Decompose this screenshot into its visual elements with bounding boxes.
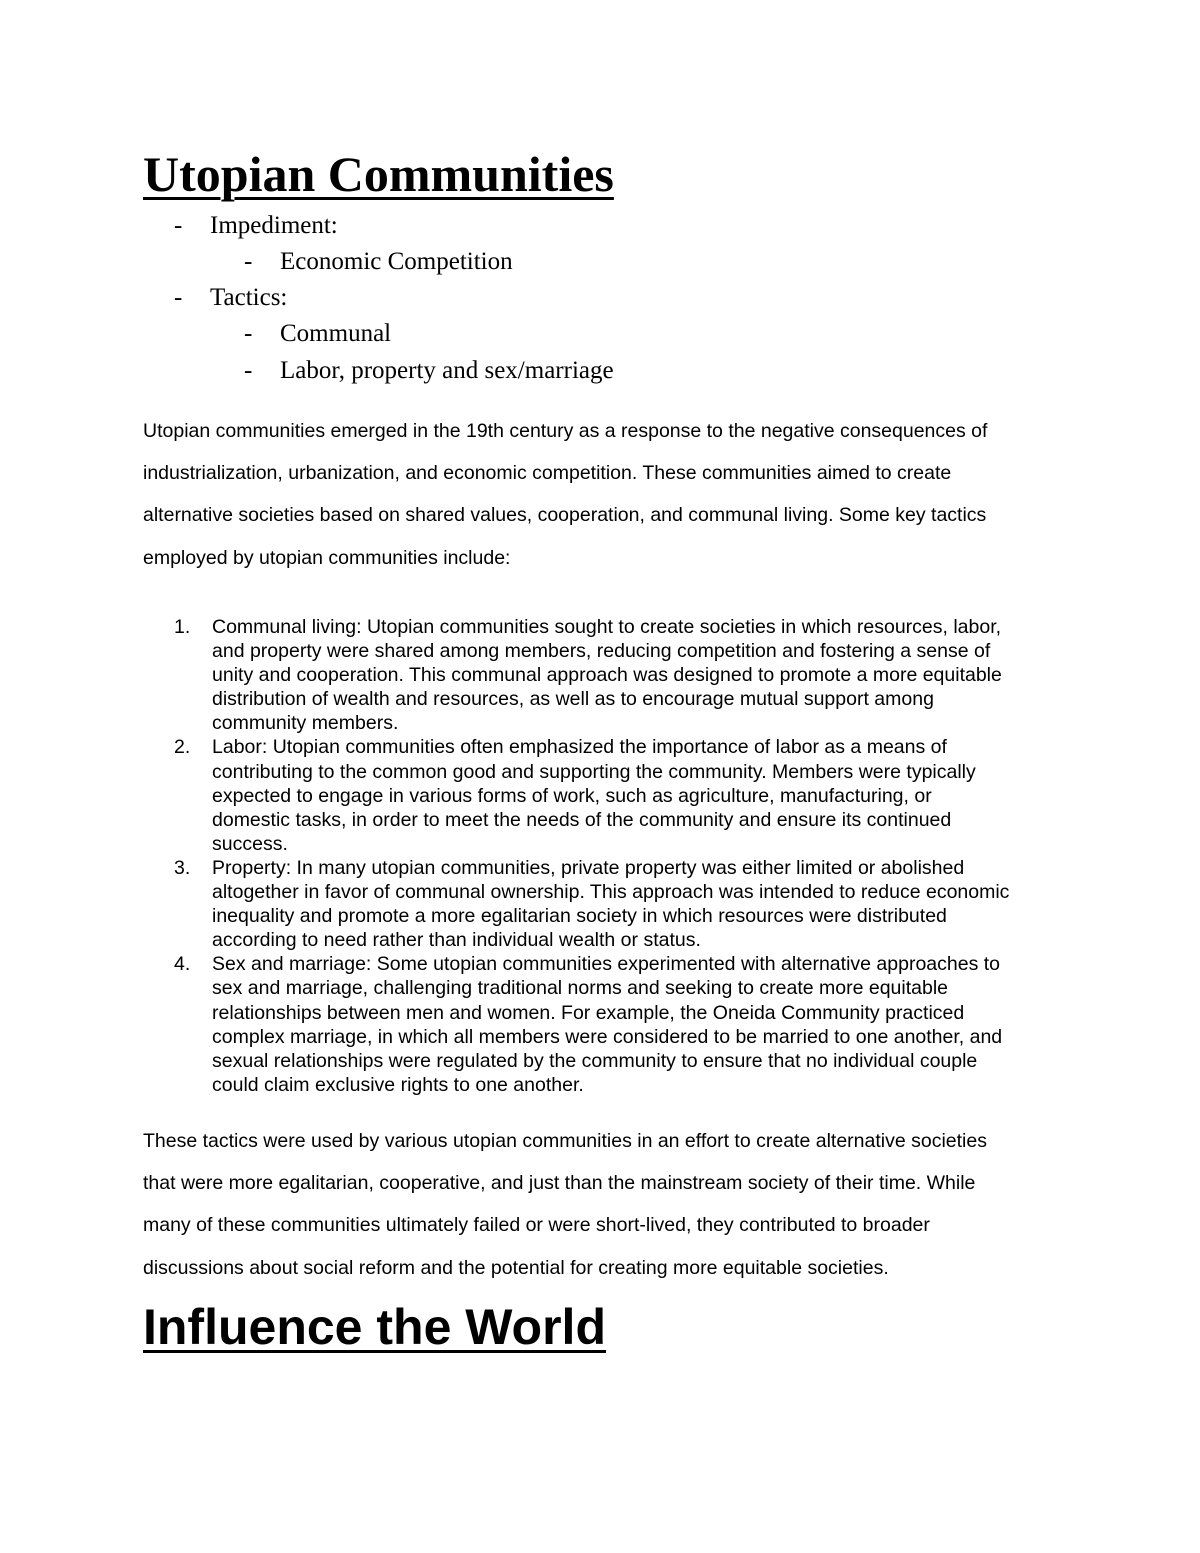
item-line: success.	[212, 832, 288, 855]
item-number: 1.	[174, 616, 191, 638]
paragraph-line: alternative societies based on shared values, cooperation, and communal living. Some key tactics	[143, 504, 987, 527]
item-line: community members.	[212, 712, 399, 735]
item-line: according to need rather than individual wealth or status.	[212, 929, 701, 952]
item-line: complex marriage, in which all members were considered to be married to one another, and	[212, 1025, 1003, 1048]
numbered-item-property	[0, 856, 1200, 952]
item-line: Communal living: Utopian communities sought to create societies in which resources, labor,	[212, 616, 1002, 638]
item-line: inequality and promote a more egalitarian society in which resources were distributed	[212, 905, 947, 928]
outline-item	[174, 208, 338, 244]
numbered-item-labor	[0, 735, 1200, 855]
paragraph-line: employed by utopian communities include:	[143, 546, 511, 569]
item-number: 4.	[174, 953, 191, 976]
outline-item-text: Tactics:	[210, 284, 288, 311]
outline-item-text: Economic Competition	[280, 248, 513, 275]
outline-item	[174, 280, 287, 316]
section-heading: Influence the World	[143, 1299, 606, 1355]
item-line: unity and cooperation. This communal approach was designed to promote a more equitable	[212, 664, 1002, 687]
item-line: expected to engage in various forms of work, such as agriculture, manufacturing, or	[212, 784, 932, 807]
item-line: sexual relationships were regulated by the community to ensure that no individual couple	[212, 1049, 978, 1072]
page-title: Utopian Communities	[143, 146, 614, 202]
item-line: altogether in favor of communal ownership. This approach was intended to reduce economic	[212, 881, 1010, 904]
numbered-item-sex-and-marriage	[0, 952, 1200, 1097]
tactics-numbered-list	[0, 615, 1200, 1097]
item-number: 3.	[174, 856, 191, 879]
outline-bullet: -	[244, 357, 253, 384]
paragraph-line: many of these communities ultimately failed or were short-lived, they contributed to broader	[143, 1214, 930, 1237]
outline-item-text: Impediment:	[210, 212, 338, 239]
item-line: distribution of wealth and resources, as well as to encourage mutual support among	[212, 688, 934, 711]
outline-subitem	[244, 244, 513, 280]
outline-bullet: -	[244, 248, 253, 275]
closing-paragraph	[143, 1120, 1073, 1289]
paragraph-line: industrialization, urbanization, and economic competition. These communities aimed to create	[143, 462, 952, 485]
intro-paragraph	[143, 410, 1073, 579]
item-line: sex and marriage, challenging traditional norms and seeking to create more equitable	[212, 977, 949, 1000]
numbered-item-communal-living	[0, 615, 1200, 735]
item-line: relationships between men and women. For example, the Oneida Community practiced	[212, 1001, 965, 1024]
outline-item-text: Labor, property and sex/marriage	[280, 357, 614, 384]
outline-subitem	[244, 316, 391, 352]
paragraph-line: Utopian communities emerged in the 19th century as a response to the negative consequences of	[143, 420, 988, 442]
paragraph-line: that were more egalitarian, cooperative, and just than the mainstream society of their time. While	[143, 1172, 976, 1195]
item-number: 2.	[174, 736, 191, 759]
item-line: contributing to the common good and supporting the community. Members were typically	[212, 760, 976, 783]
item-line: domestic tasks, in order to meet the needs of the community and ensure its continued	[212, 808, 952, 831]
paragraph-line: These tactics were used by various utopian communities in an effort to create alternative societies	[143, 1130, 987, 1152]
item-line: could claim exclusive rights to one another.	[212, 1073, 584, 1096]
outline-bullet: -	[174, 212, 183, 239]
item-line: and property were shared among members, reducing competition and fostering a sense of	[212, 640, 991, 663]
item-line: Property: In many utopian communities, private property was either limited or abolished	[212, 856, 965, 879]
outline-item-text: Communal	[280, 320, 392, 347]
outline-subitem	[244, 353, 614, 389]
item-line: Sex and marriage: Some utopian communities experimented with alternative approaches to	[212, 953, 1001, 976]
outline-bullet: -	[174, 284, 183, 311]
outline-bullet: -	[244, 320, 253, 347]
item-line: Labor: Utopian communities often emphasized the importance of labor as a means of	[212, 736, 947, 759]
paragraph-line: discussions about social reform and the potential for creating more equitable societies.	[143, 1256, 889, 1279]
